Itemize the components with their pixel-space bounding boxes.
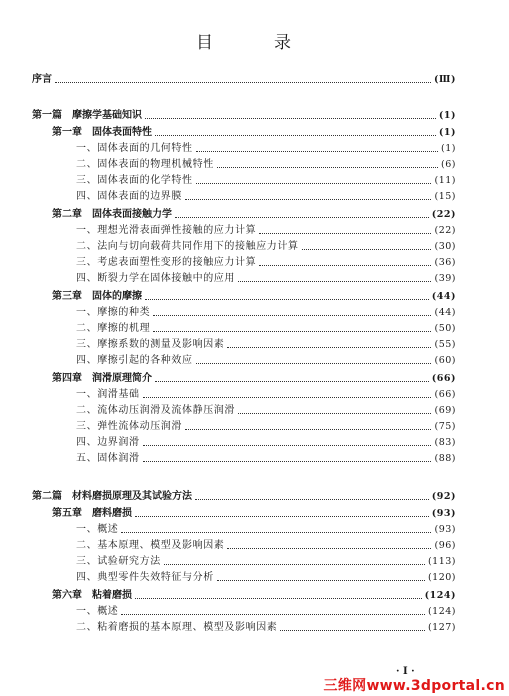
- toc-entry-title: 第六章 粘着磨损: [52, 590, 132, 601]
- toc-part-entry: [32, 489, 456, 503]
- toc-entry-page: (66): [434, 389, 456, 400]
- toc-section-entry: [76, 141, 456, 155]
- toc-section-entry: [76, 337, 456, 351]
- toc-entry-title: 四、边界润滑: [76, 437, 140, 448]
- dot-leader: [155, 380, 429, 382]
- dot-leader: [155, 134, 436, 136]
- toc-entry-page: (50): [434, 323, 456, 334]
- toc-entry-title: 第三章 固体的摩擦: [52, 291, 142, 302]
- toc-entry-page: (69): [434, 405, 456, 416]
- toc-entry-title: 第一篇 摩擦学基础知识: [32, 110, 142, 121]
- toc-section-entry: [76, 419, 456, 433]
- toc-entry-title: 三、试验研究方法: [76, 556, 161, 567]
- toc-section-entry: [76, 403, 456, 417]
- toc-section-entry: [76, 305, 456, 319]
- toc-section-entry: [76, 387, 456, 401]
- toc-chapter-entry: [52, 125, 456, 139]
- toc-entry-page: (1): [438, 110, 456, 121]
- toc-entry-title: 第五章 磨料磨损: [52, 508, 132, 519]
- page-title: 目 录: [196, 33, 313, 53]
- toc-entry-page: (124): [427, 606, 456, 617]
- toc-section-entry: [76, 255, 456, 269]
- toc-entry-title: 四、固体表面的边界膜: [76, 191, 182, 202]
- toc-entry-title: 一、固体表面的几何特性: [76, 143, 193, 154]
- toc-entry-title: 二、基本原理、模型及影响因素: [76, 540, 225, 551]
- toc-section-entry: [76, 321, 456, 335]
- toc-section-entry: [76, 353, 456, 367]
- toc-section-entry: [76, 189, 456, 203]
- toc-entry-title: 四、摩擦引起的各种效应: [76, 355, 193, 366]
- dot-leader: [153, 314, 431, 316]
- dot-leader: [135, 515, 429, 517]
- dot-leader: [238, 412, 431, 414]
- toc-entry-page: (120): [427, 572, 456, 583]
- toc-entry-page: (1): [441, 143, 456, 154]
- toc-entry-title: 一、概述: [76, 524, 119, 535]
- dot-leader: [227, 346, 431, 348]
- toc-chapter-entry: [52, 588, 456, 602]
- dot-leader: [164, 563, 425, 565]
- toc-section-entry: [76, 620, 456, 634]
- toc-section-entry: [76, 554, 456, 568]
- dot-leader: [280, 629, 425, 631]
- toc-entry-title: 四、典型零件失效特征与分析: [76, 572, 214, 583]
- toc-section-entry: [76, 451, 456, 465]
- page-number: · Ⅰ ·: [396, 666, 415, 677]
- toc-section-entry: [76, 173, 456, 187]
- dot-leader: [121, 531, 431, 533]
- dot-leader: [143, 396, 432, 398]
- dot-leader: [227, 547, 431, 549]
- dot-leader: [238, 280, 431, 282]
- toc-entry-page: (92): [431, 491, 456, 502]
- dot-leader: [143, 460, 432, 462]
- toc-entry-page: (127): [427, 622, 456, 633]
- toc-entry-page: (66): [431, 373, 456, 384]
- dot-leader: [143, 444, 432, 446]
- dot-leader: [217, 166, 438, 168]
- toc-section-entry: [76, 522, 456, 536]
- toc-entry-page: (44): [431, 291, 456, 302]
- toc-entry-page: (44): [434, 307, 456, 318]
- toc-entry-page: (39): [434, 273, 456, 284]
- toc-section-entry: [76, 604, 456, 618]
- toc-entry-title: 一、润滑基础: [76, 389, 140, 400]
- dot-leader: [185, 198, 431, 200]
- toc-entry-page: (15): [434, 191, 456, 202]
- toc-section-entry: [76, 570, 456, 584]
- dot-leader: [145, 117, 436, 119]
- toc-entry-title: 二、固体表面的物理机械特性: [76, 159, 214, 170]
- toc-entry-page: (1): [438, 127, 456, 138]
- dot-leader: [196, 362, 432, 364]
- toc-entry-title: 二、摩擦的机理: [76, 323, 151, 334]
- toc-section-entry: [76, 239, 456, 253]
- toc-entry-title: 第二章 固体表面接触力学: [52, 209, 172, 220]
- toc-entry-page: (93): [434, 524, 456, 535]
- dot-leader: [153, 330, 431, 332]
- toc-section-entry: [76, 435, 456, 449]
- toc-section-entry: [76, 157, 456, 171]
- toc-part-entry: [32, 72, 456, 86]
- toc-entry-page: (60): [434, 355, 456, 366]
- dot-leader: [195, 498, 429, 500]
- toc-entry-title: 三、弹性流体动压润滑: [76, 421, 182, 432]
- dot-leader: [196, 182, 432, 184]
- toc-part-entry: [32, 108, 456, 122]
- toc-entry-title: 二、法向与切向载荷共同作用下的接触应力计算: [76, 241, 299, 252]
- toc-entry-page: (36): [434, 257, 456, 268]
- toc-entry-page: (113): [427, 556, 456, 567]
- toc-chapter-entry: [52, 289, 456, 303]
- toc-entry-page: (88): [434, 453, 456, 464]
- dot-leader: [175, 216, 429, 218]
- toc-entry-title: 一、摩擦的种类: [76, 307, 151, 318]
- toc-entry-page: (93): [431, 508, 456, 519]
- toc-chapter-entry: [52, 371, 456, 385]
- toc-entry-title: 第四章 润滑原理简介: [52, 373, 152, 384]
- toc-section-entry: [76, 538, 456, 552]
- toc-entry-title: 三、摩擦系数的测量及影响因素: [76, 339, 225, 350]
- dot-leader: [302, 248, 432, 250]
- toc-entry-title: 一、概述: [76, 606, 119, 617]
- toc-entry-page: (124): [424, 590, 456, 601]
- toc-entry-page: (11): [434, 175, 456, 186]
- toc-entry-title: 三、考虑表面塑性变形的接触应力计算: [76, 257, 257, 268]
- toc-entry-title: 序言: [32, 74, 52, 85]
- toc-entry-page: (96): [434, 540, 456, 551]
- toc-entry-title: 第二篇 材料磨损原理及其试验方法: [32, 491, 192, 502]
- dot-leader: [55, 81, 431, 83]
- toc-entry-title: 三、固体表面的化学特性: [76, 175, 193, 186]
- toc-entry-title: 五、固体润滑: [76, 453, 140, 464]
- dot-leader: [196, 150, 438, 152]
- watermark: 三维网www.3dportal.cn: [292, 677, 509, 696]
- toc-entry-page: (6): [441, 159, 456, 170]
- toc-entry-page: (22): [434, 225, 456, 236]
- toc-entry-page: (Ⅲ): [433, 74, 456, 85]
- toc-chapter-entry: [52, 506, 456, 520]
- toc-entry-title: 一、理想光滑表面弹性接触的应力计算: [76, 225, 257, 236]
- dot-leader: [135, 597, 422, 599]
- dot-leader: [185, 428, 431, 430]
- toc-section-entry: [76, 271, 456, 285]
- toc-entry-page: (22): [431, 209, 456, 220]
- dot-leader: [259, 232, 431, 234]
- dot-leader: [259, 264, 431, 266]
- dot-leader: [121, 613, 425, 615]
- toc-entry-page: (75): [434, 421, 456, 432]
- toc-entry-title: 四、断裂力学在固体接触中的应用: [76, 273, 235, 284]
- toc-section-entry: [76, 223, 456, 237]
- dot-leader: [217, 579, 425, 581]
- toc-entry-title: 第一章 固体表面特性: [52, 127, 152, 138]
- toc-entry-title: 二、流体动压润滑及流体静压润滑: [76, 405, 235, 416]
- toc-chapter-entry: [52, 207, 456, 221]
- toc-entry-title: 二、粘着磨损的基本原理、模型及影响因素: [76, 622, 278, 633]
- toc-entry-page: (30): [434, 241, 456, 252]
- toc-entry-page: (83): [434, 437, 456, 448]
- dot-leader: [145, 298, 429, 300]
- toc-entry-page: (55): [434, 339, 456, 350]
